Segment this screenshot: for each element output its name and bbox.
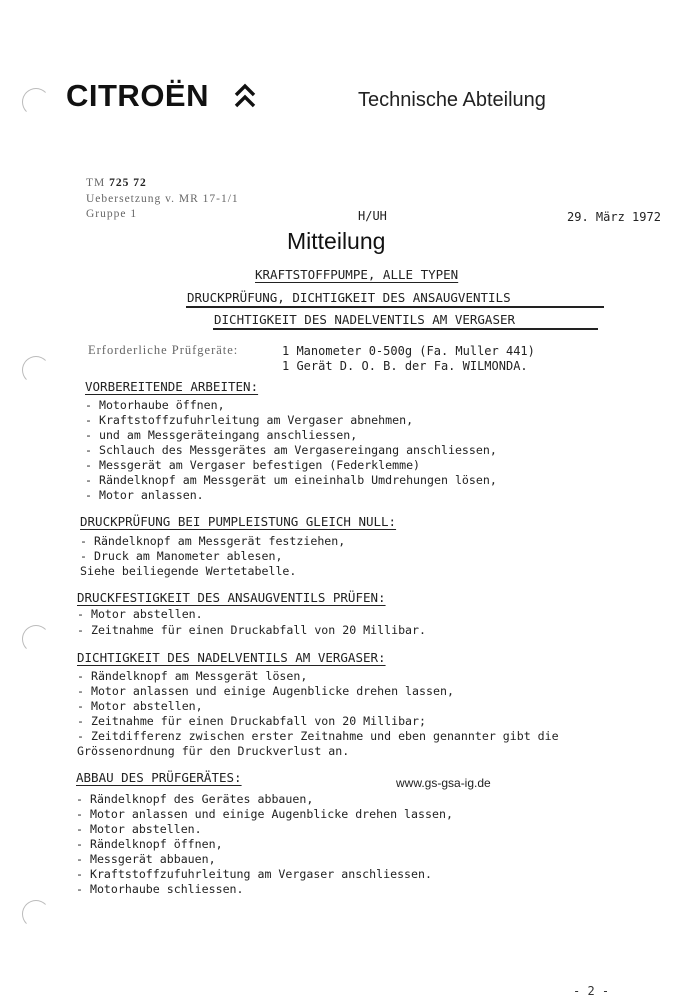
scan-artifact (22, 900, 50, 928)
page-number: - 2 - (573, 984, 610, 998)
subject-rule (186, 306, 604, 308)
list-item: - Motor abstellen. (77, 607, 203, 621)
list-item: Grössenordnung für den Druckverlust an. (77, 744, 350, 758)
list-item: - Druck am Manometer ablesen, (80, 549, 283, 563)
scan-artifact (22, 625, 50, 653)
section-heading: DICHTIGKEIT DES NADELVENTILS AM VERGASER: (77, 650, 386, 665)
subject-line-3: DICHTIGKEIT DES NADELVENTILS AM VERGASER (214, 312, 516, 327)
scan-artifact (22, 356, 50, 384)
reference-initials: H/UH (358, 209, 387, 223)
list-item: - Motor abstellen. (76, 822, 202, 836)
list-item: Siehe beiliegende Wertetabelle. (80, 564, 297, 578)
list-item: - Rändelknopf am Messgerät lösen, (77, 669, 308, 683)
list-item: - Messgerät abbauen, (76, 852, 216, 866)
list-item: - Rändelknopf des Gerätes abbauen, (76, 792, 314, 806)
section-heading: VORBEREITENDE ARBEITEN: (85, 379, 259, 394)
list-item: - Schlauch des Messgerätes am Vergasereingang anschliessen, (85, 443, 497, 457)
scan-artifact (22, 88, 50, 116)
list-item: - Motor anlassen und einige Augenblicke drehen lassen, (77, 684, 454, 698)
list-item: - Motor anlassen und einige Augenblicke drehen lassen, (76, 807, 453, 821)
brand-logo-text: CITROËN (66, 78, 209, 113)
list-item: - Zeitnahme für einen Druckabfall von 20 Millibar. (77, 623, 427, 637)
list-item: - Messgerät am Vergaser befestigen (Federklemme) (85, 458, 421, 472)
reference-tm: TM 725 72 (86, 177, 147, 189)
section-heading: DRUCKPRÜFUNG BEI PUMPLEISTUNG GLEICH NULL: (80, 514, 397, 529)
document-date: 29. März 1972 (567, 210, 661, 224)
list-item: - Motorhaube schliessen. (76, 882, 244, 896)
tools-item: 1 Manometer 0-500g (Fa. Muller 441) (282, 344, 535, 358)
list-item: - Motorhaube öffnen, (85, 398, 225, 412)
list-item: - Rändelknopf am Messgerät um eineinhalb Umdrehungen lösen, (85, 473, 497, 487)
reference-group: Gruppe 1 (86, 208, 138, 220)
list-item: - Motor anlassen. (85, 488, 204, 502)
department-title: Technische Abteilung (358, 89, 546, 111)
list-item: - Motor abstellen, (77, 699, 203, 713)
website-watermark: www.gs-gsa-ig.de (396, 776, 491, 790)
reference-translation: Uebersetzung v. MR 17-1/1 (86, 193, 239, 205)
subject-line-1: KRAFTSTOFFPUMPE, ALLE TYPEN (255, 267, 459, 282)
document-title: Mitteilung (287, 228, 386, 254)
list-item: - Kraftstoffzufuhrleitung am Vergaser abnehmen, (85, 413, 414, 427)
section-heading: ABBAU DES PRÜFGERÄTES: (76, 770, 242, 785)
section-heading: DRUCKFESTIGKEIT DES ANSAUGVENTILS PRÜFEN: (77, 590, 386, 605)
citroen-chevrons-icon (234, 82, 256, 110)
subject-rule (213, 328, 598, 330)
list-item: - Rändelknopf öffnen, (76, 837, 223, 851)
list-item: - Kraftstoffzufuhrleitung am Vergaser anschliessen. (76, 867, 432, 881)
tools-label: Erforderliche Prüfgeräte: (88, 343, 239, 357)
list-item: - Rändelknopf am Messgerät festziehen, (80, 534, 346, 548)
list-item: - und am Messgeräteingang anschliessen, (85, 428, 358, 442)
list-item: - Zeitdifferenz zwischen erster Zeitnahme und eben genannter gibt die (77, 729, 559, 743)
list-item: - Zeitnahme für einen Druckabfall von 20 Millibar; (77, 714, 427, 728)
tools-item: 1 Gerät D. O. B. der Fa. WILMONDA. (282, 359, 528, 373)
subject-line-2: DRUCKPRÜFUNG, DICHTIGKEIT DES ANSAUGVENTILS (187, 290, 511, 305)
